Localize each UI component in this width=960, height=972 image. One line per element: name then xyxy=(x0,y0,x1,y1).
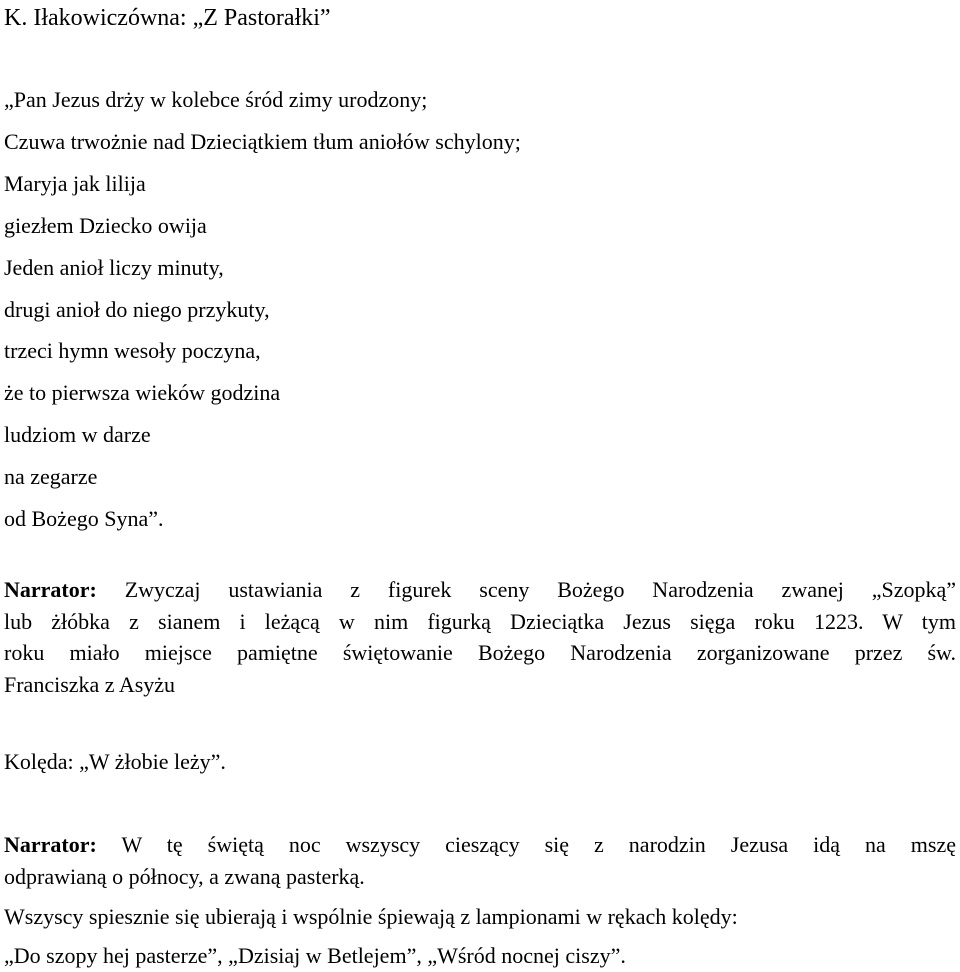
paragraph-line xyxy=(4,574,956,606)
poem-line: drugi anioł do niego przykuty, xyxy=(4,296,270,322)
paragraph-text: W tę świętą noc wszyscy cieszący się z narodzin Jezusa idą na mszę xyxy=(121,832,956,857)
narrator-label: Narrator: xyxy=(4,577,97,602)
poem-line: na zegarze xyxy=(4,464,98,490)
paragraph-text: Zwyczaj ustawiania z figurek sceny Bożego Narodzenia zwanej „Szopką” xyxy=(124,577,957,602)
carol-line: Kolęda: „W żłobie leży”. xyxy=(4,749,226,774)
poem-line: trzeci hymn wesoły poczyna, xyxy=(4,338,261,364)
paragraph-line: lub żłóbka z sianem i leżącą w nim figurką Dzieciątka Jezus sięga roku 1223. W tym xyxy=(4,608,956,634)
poem-line: „Pan Jezus drży w kolebce śród zimy urodzony; xyxy=(4,87,428,112)
poem-line: Jeden anioł liczy minuty, xyxy=(4,254,224,280)
paragraph-line: roku miało miejsce pamiętne świętowanie Bożego Narodzenia zorganizowane przez św. xyxy=(4,640,956,665)
narrator-paragraph-1 xyxy=(4,574,956,700)
page-title: K. Iłakowiczówna: „Z Pastorałki” xyxy=(4,5,331,31)
carol-list: „Do szopy hej pasterze”, „Dzisiaj w Betlejem”, „Wśród nocnej ciszy”. xyxy=(4,943,626,968)
poem-line: Maryja jak lilija xyxy=(4,170,146,196)
poem-line: ludziom w darze xyxy=(4,422,151,448)
poem xyxy=(4,79,521,540)
paragraph-line xyxy=(4,829,956,861)
poem-line: że to pierwsza wieków godzina xyxy=(4,380,281,406)
narrator-label: Narrator: xyxy=(4,832,97,857)
poem-line: giezłem Dziecko owija xyxy=(4,212,207,238)
paragraph-line: Franciszka z Asyżu xyxy=(4,671,176,697)
narrator-paragraph-3: Wszyscy spiesznie się ubierają i wspólnie śpiewają z lampionami w rękach kolędy: xyxy=(4,904,738,929)
poem-line: od Bożego Syna”. xyxy=(4,506,164,532)
poem-line: Czuwa trwożnie nad Dzieciątkiem tłum aniołów schylony; xyxy=(4,128,521,154)
paragraph-line: odprawianą o północy, a zwaną pasterką. xyxy=(4,863,365,889)
narrator-paragraph-2 xyxy=(4,829,956,892)
